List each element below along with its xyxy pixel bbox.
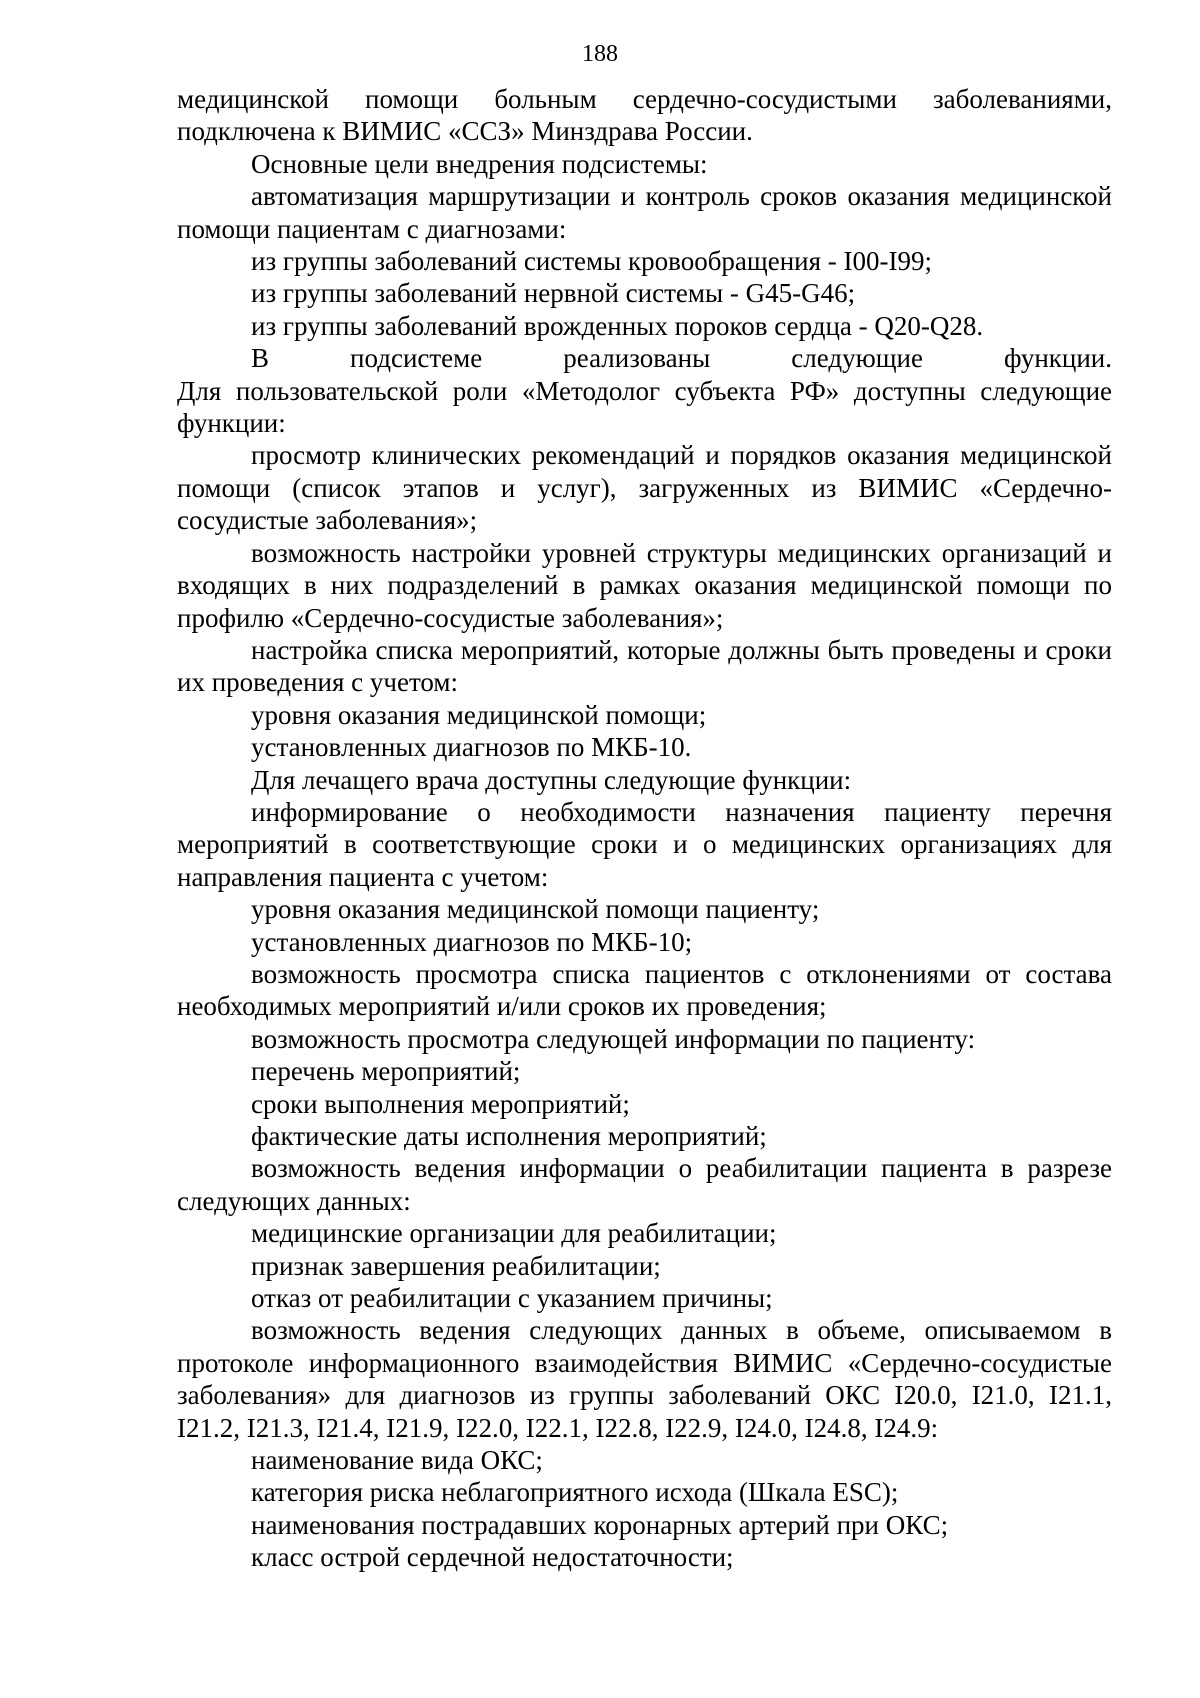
paragraph: из группы заболеваний врожденных пороков сердца - Q20-Q28. [251, 310, 984, 341]
paragraph: В подсистеме реализованы следующие функции. [251, 343, 1112, 374]
paragraph: уровня оказания медицинской помощи; [251, 699, 707, 730]
paragraph: возможность просмотра списка пациентов с отклонениями от состава необходимых мероприятий и/или сроков их проведения; [177, 958, 1112, 1022]
paragraph: из группы заболеваний системы кровообращения - I00-I99; [251, 246, 932, 277]
paragraph: наименование вида ОКС; [251, 1445, 543, 1476]
paragraph: наименования пострадавших коронарных артерий при ОКС; [251, 1509, 949, 1540]
paragraph: признак завершения реабилитации; [251, 1250, 661, 1281]
paragraph: возможность просмотра следующей информации по пациенту: [251, 1023, 976, 1054]
paragraph: информирование о необходимости назначения пациенту перечня мероприятий в соответствующие сроки и о медицинских организациях для направления пациента с учетом: [177, 796, 1112, 892]
paragraph: медицинские организации для реабилитации; [251, 1218, 777, 1249]
paragraph: категория риска неблагоприятного исхода (Шкала ESC); [251, 1477, 899, 1508]
paragraph: установленных диагнозов по МКБ-10; [251, 926, 693, 957]
paragraph: отказ от реабилитации с указанием причины; [251, 1283, 773, 1314]
paragraph: фактические даты исполнения мероприятий; [251, 1121, 767, 1151]
paragraph: автоматизация маршрутизации и контроль сроков оказания медицинской помощи пациентам с диагнозами: [177, 181, 1112, 244]
paragraph: установленных диагнозов по МКБ-10. [251, 732, 692, 763]
paragraph: уровня оказания медицинской помощи пациенту; [251, 894, 820, 925]
paragraph: Основные цели внедрения подсистемы: [251, 148, 708, 179]
page-number: 188 [582, 41, 618, 67]
paragraph: возможность ведения следующих данных в объеме, описываемом в протоколе информационного взаимодействия ВИМИС «Сердечно-сосудистые заболевания» для диагнозов из группы заболеваний ОКС I20.0, I21.0, I21.1, I21.2, I21.3, I21.4, I21.9, I22.0, I22.1, I22.8, I22.9, I24.0, I24.8, I24.9: [177, 1315, 1112, 1443]
paragraph: сроки выполнения мероприятий; [251, 1088, 630, 1119]
paragraph: настройка списка мероприятий, которые должны быть проведены и сроки их проведения с учетом: [177, 634, 1112, 698]
paragraph: Для лечащего врача доступны следующие функции: [251, 764, 852, 795]
paragraph: возможность настройки уровней структуры медицинских организаций и входящих в них подразделений в рамках оказания медицинской помощи по профилю «Сердечно-сосудистые заболевания»; [177, 537, 1112, 633]
paragraph: медицинской помощи больным сердечно-сосудистыми заболеваниями, подключена к ВИМИС «ССЗ» Минздрава России. [177, 84, 1112, 147]
paragraph: класс острой сердечной недостаточности; [251, 1542, 734, 1573]
paragraph: из группы заболеваний нервной системы - G45-G46; [251, 278, 856, 309]
paragraph: возможность ведения информации о реабилитации пациента в разрезе следующих данных: [177, 1153, 1112, 1216]
document-body [177, 83, 1112, 1574]
paragraph: просмотр клинических рекомендаций и порядков оказания медицинской помощи (список этапов и услуг), загруженных из ВИМИС «Сердечно-сосудистые заболевания»; [177, 440, 1112, 536]
paragraph: Для пользовательской роли «Методолог субъекта РФ» доступны следующие функции: [177, 375, 1112, 439]
paragraph: перечень мероприятий; [251, 1056, 521, 1087]
